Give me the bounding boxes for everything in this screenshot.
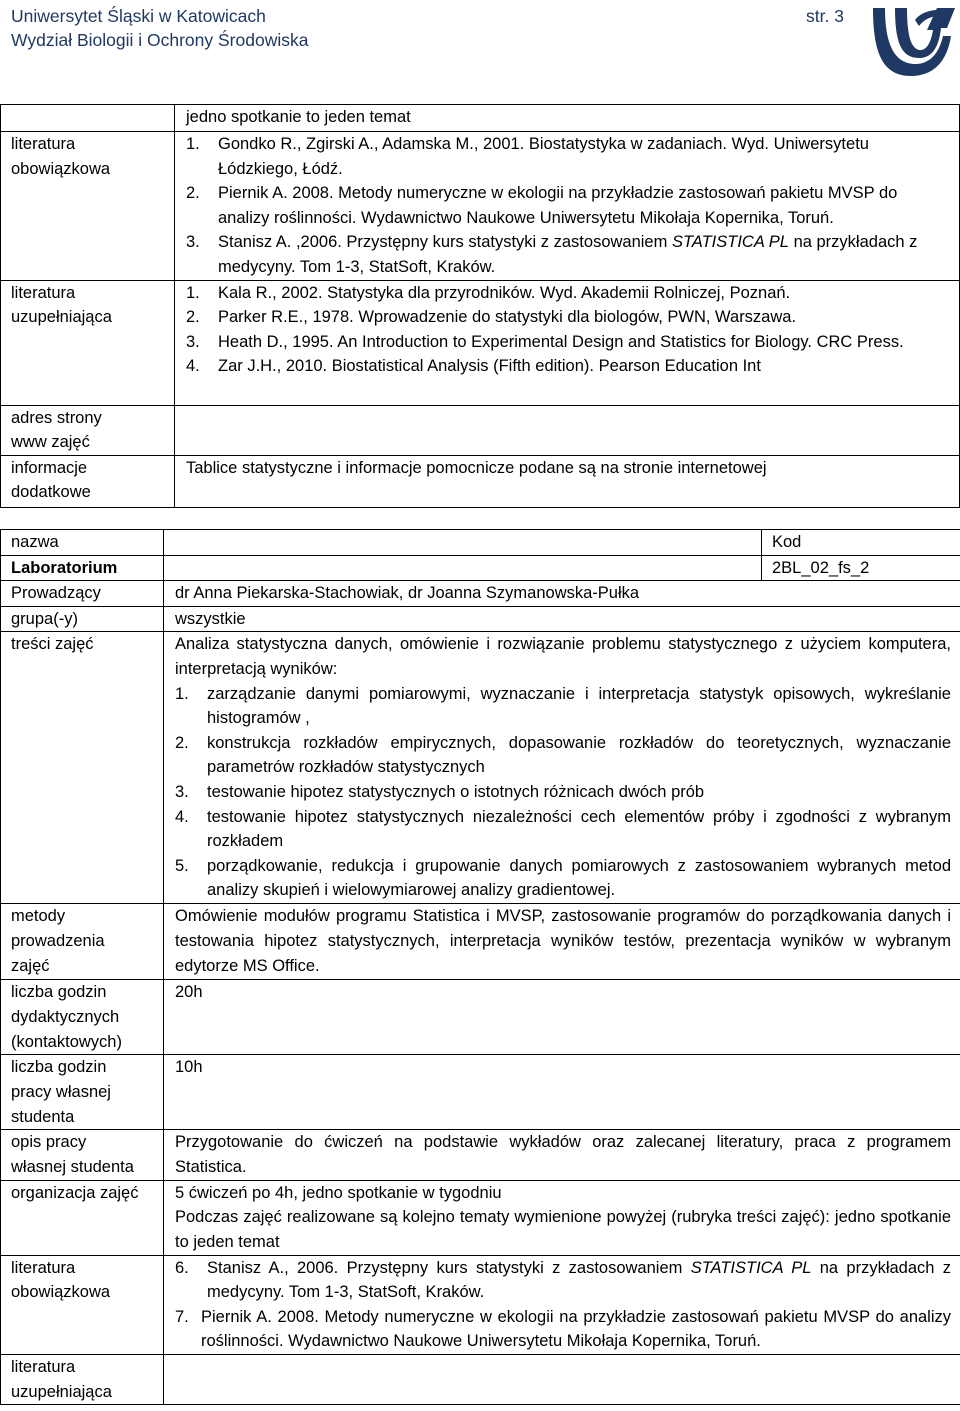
- supplementary-literature-label: literatura uzupełniająca: [1, 280, 175, 405]
- syllabus-table-laboratory: [0, 529, 960, 1405]
- list-item: 3. testowanie hipotez statystycznych o istotnych różnicach dwóch prób: [175, 782, 705, 801]
- list-item: 5. porządkowanie, redukcja i grupowanie danych pomiarowych z zastosowaniem wybranych metod analizy skupień i wielowymiarowej analizy gradientowej.: [175, 856, 951, 900]
- empty-cell: [164, 530, 762, 556]
- group-value: wszystkie: [164, 606, 960, 632]
- list-item: 4. Zar J.H., 2010. Biostatistical Analysis (Fifth edition). Pearson Education Int: [186, 357, 761, 376]
- empty-label-cell: [1, 105, 175, 132]
- list-item: 2. Parker R.E., 1978. Wprowadzenie do statystyki dla biologów, PWN, Warszawa.: [186, 308, 797, 327]
- teaching-methods-value: Omówienie modułów programu Statistica i MVSP, zastosowanie programów do porządkowania danych i testowania hipotez statystycznych, interpretacja wyników testów, prezentacja wyników w wybranym edytorze MS Office.: [164, 904, 960, 980]
- code-label: Kod: [762, 530, 960, 556]
- faculty-name: Wydział Biologii i Ochrony Środowiska: [11, 30, 309, 50]
- instructor-value: dr Anna Piekarska-Stachowiak, dr Joanna Szymanowska-Pułka: [164, 581, 960, 607]
- list-item: 3. Heath D., 1995. An Introduction to Experimental Design and Statistics for Biology. CRC Press.: [186, 332, 904, 351]
- self-study-description-value: Przygotowanie do ćwiczeń na podstawie wykładów oraz zalecanej literatury, praca z programem Statistica.: [164, 1130, 960, 1180]
- teaching-methods-label: metody prowadzenia zajęć: [1, 904, 164, 980]
- required-literature-label: literatura obowiązkowa: [1, 132, 175, 281]
- supplementary-literature-value: [164, 1354, 960, 1404]
- page-number: str. 3: [806, 6, 844, 26]
- list-item: 6. Stanisz A., 2006. Przystępny kurs statystyki z zastosowaniem STATISTICA PL na przykładach z medycyny. Tom 1-3, StatSoft, Kraków.: [175, 1258, 952, 1302]
- list-item: 2. Piernik A. 2008. Metody numeryczne w ekologii na przykładzie zastosowań pakietu MVSP do analizy roślinności. Wydawnictwo Naukowe Uniwersytetu Mikołaja Kopernika, Toruń.: [186, 184, 898, 227]
- list-item: 7. Piernik A. 2008. Metody numeryczne w ekologii na przykładzie zastosowań pakietu MVSP do analizy roślinności. Wydawnictwo Naukowe Uniwersytetu Mikołaja Kopernika, Toruń.: [175, 1307, 951, 1351]
- self-study-hours-value: 10h: [164, 1055, 960, 1130]
- list-item: 1. zarządzanie danymi pomiarowymi, wyznaczanie i interpretacja statystyk opisowych, wykreślanie histogramów ,: [175, 684, 951, 728]
- supplementary-literature-label: literatura uzupełniająca: [1, 1354, 164, 1404]
- contact-hours-label: liczba godzin dydaktycznych (kontaktowych): [1, 980, 164, 1055]
- name-label: nazwa: [1, 530, 164, 556]
- required-literature-list: [175, 132, 960, 281]
- topic-note: jedno spotkanie to jeden temat: [175, 105, 960, 132]
- course-name: Laboratorium: [1, 555, 164, 581]
- page-header: [0, 0, 960, 100]
- list-item: 1. Kala R., 2002. Statystyka dla przyrodników. Wyd. Akademii Rolniczej, Poznań.: [186, 283, 791, 302]
- group-label: grupa(-y): [1, 606, 164, 632]
- list-item: 3. Stanisz A. ,2006. Przystępny kurs statystyki z zastosowaniem STATISTICA PL na przykładach z medycyny. Tom 1-3, StatSoft, Kraków.: [186, 233, 918, 276]
- syllabus-table-lecture-tail: [0, 104, 960, 508]
- required-literature-label: literatura obowiązkowa: [1, 1255, 164, 1354]
- course-content-label: treści zajęć: [1, 632, 164, 904]
- course-code: 2BL_02_fs_2: [762, 555, 960, 581]
- course-content: [164, 632, 960, 904]
- course-content-intro: Analiza statystyczna danych, omówienie i rozwiązanie problemu statystycznego z użyciem komputera, interpretacją wyników:: [175, 635, 951, 678]
- self-study-description-label: opis pracy własnej studenta: [1, 1130, 164, 1180]
- contact-hours-value: 20h: [164, 980, 960, 1055]
- university-logo-icon: [855, 2, 957, 80]
- list-item: 1. Gondko R., Zgirski A., Adamska M., 2001. Biostatystyka w zadaniach. Wyd. Uniwersytetu Łódzkiego, Łódź.: [186, 135, 869, 178]
- self-study-hours-label: liczba godzin pracy własnej studenta: [1, 1055, 164, 1130]
- organization-value: 5 ćwiczeń po 4h, jedno spotkanie w tygodniu Podczas zajęć realizowane są kolejno tematy wymienione powyżej (rubryka treści zajęć): jedno spotkanie to jeden temat: [164, 1180, 960, 1255]
- empty-cell: [164, 555, 762, 581]
- instructor-label: Prowadzący: [1, 581, 164, 607]
- list-item: 2. konstrukcja rozkładów empirycznych, dopasowanie rozkładów do teoretycznych, wyznaczanie parametrów rozkładów statystycznych: [175, 733, 951, 777]
- additional-info-value: Tablice statystyczne i informacje pomocnicze podane są na stronie internetowej: [175, 455, 960, 507]
- website-label: adres strony www zajęć: [1, 405, 175, 455]
- supplementary-literature-list: [175, 280, 960, 405]
- additional-info-label: informacje dodatkowe: [1, 455, 175, 507]
- required-literature-list: [164, 1255, 960, 1354]
- website-value: [175, 405, 960, 455]
- university-name: Uniwersytet Śląski w Katowicach: [11, 6, 266, 26]
- list-item: 4. testowanie hipotez statystycznych niezależności cech elementów próby i zgodności z wybranym rozkładem: [175, 807, 951, 851]
- organization-label: organizacja zajęć: [1, 1180, 164, 1255]
